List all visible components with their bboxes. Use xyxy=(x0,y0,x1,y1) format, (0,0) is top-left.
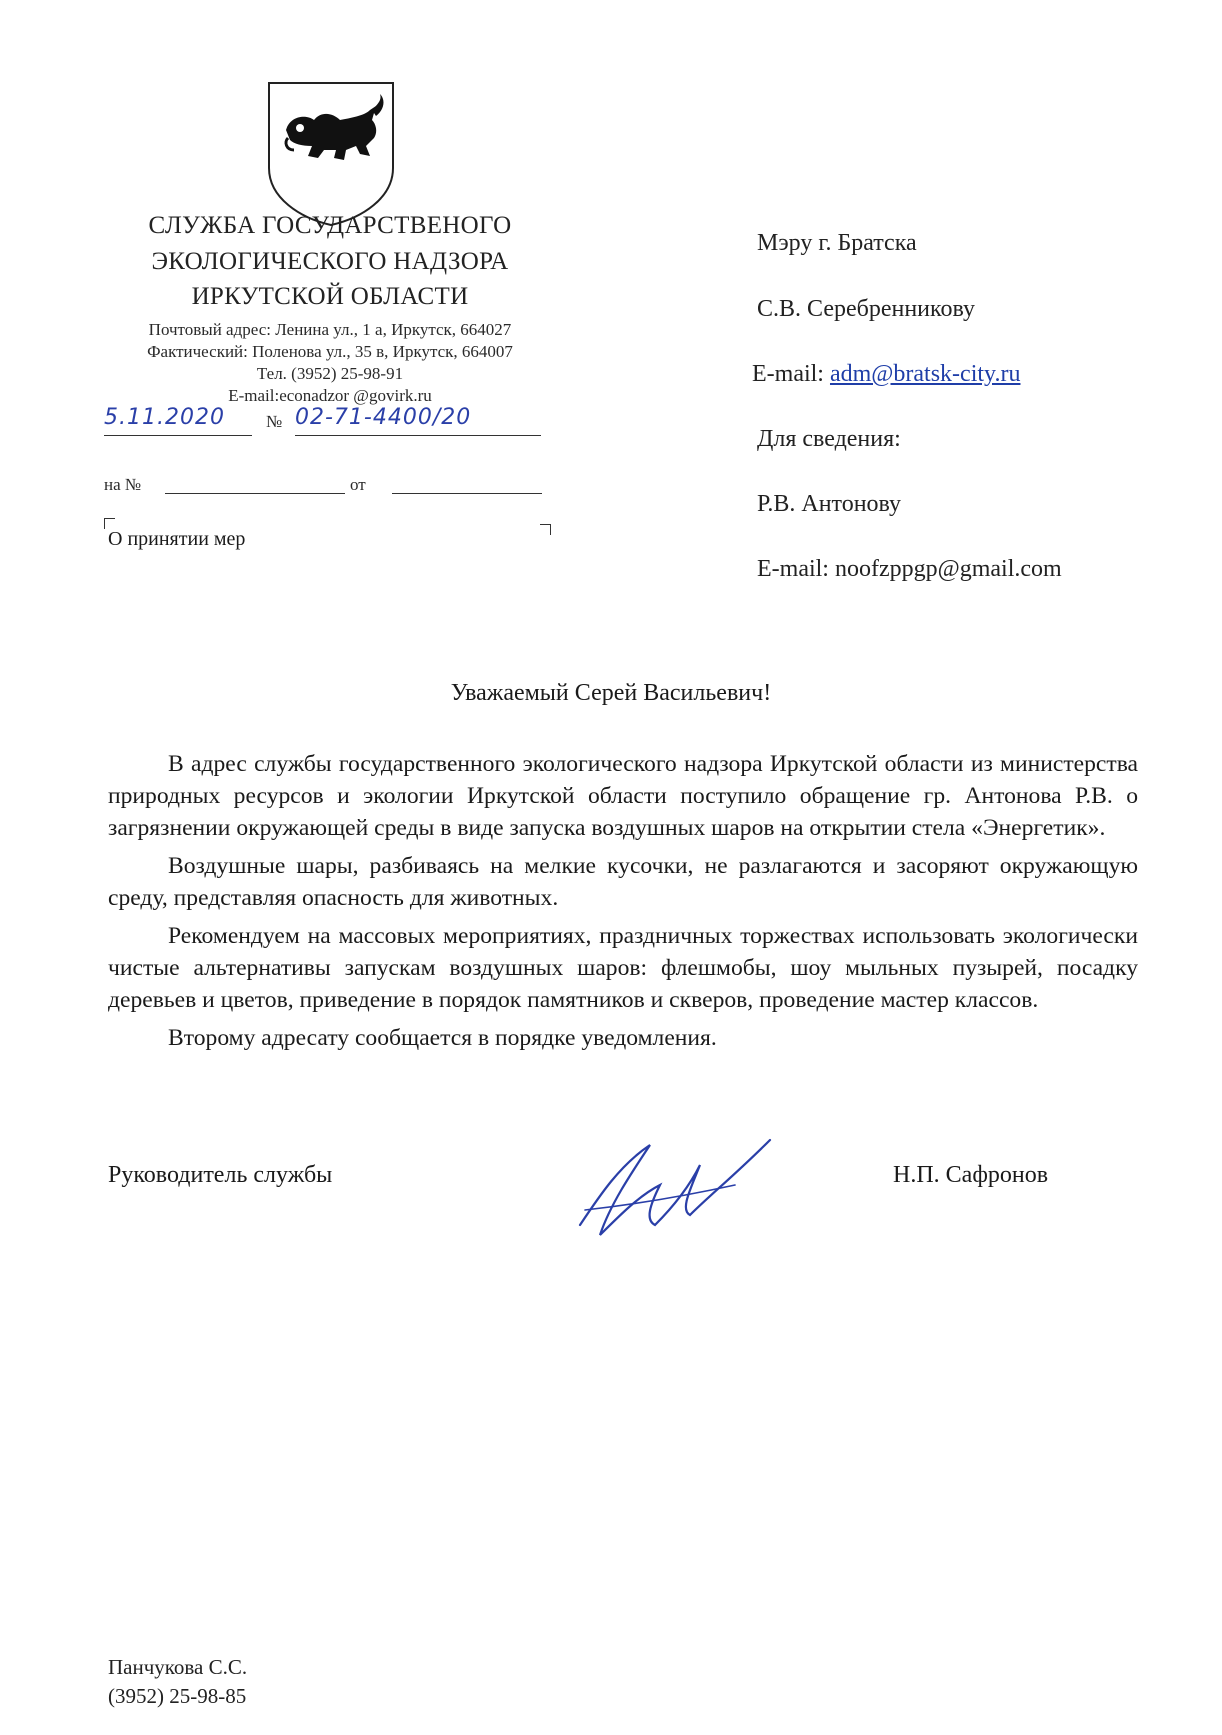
executor-name: Панчукова С.С. xyxy=(108,1655,248,1679)
doc-number: 02-71-4400/20 xyxy=(295,405,541,436)
body-paragraph-2: Воздушные шары, разбиваясь на мелкие кусочки, не разлагаются и засоряют окружающую среду, представляя опасность для животных. xyxy=(108,853,1138,911)
subject-corner-right xyxy=(540,524,551,535)
signer-position: Руководитель службы xyxy=(108,1162,333,1188)
doc-date: 5.11.2020 xyxy=(104,405,252,436)
ref-number-blank xyxy=(165,493,345,494)
letter-subject: О принятии мер xyxy=(108,528,246,550)
recipient-email-row xyxy=(752,361,1020,388)
body-paragraph-3: Рекомендуем на массовых мероприятиях, праздничных торжествах использовать экологически чистые альтернативы запускам воздушных шаров: флешмобы, шоу мыльных пузырей, посадку деревьев и цветов, приведение в порядок памятников и скверов, проведение мастер классов. xyxy=(108,923,1138,1013)
recipient-email-label: E-mail: xyxy=(752,361,830,387)
body-paragraph-4: Второму адресату сообщается в порядке уведомления. xyxy=(168,1025,717,1051)
ref-date-blank xyxy=(392,493,542,494)
org-email: E-mail:econadzor @govirk.ru xyxy=(228,386,432,405)
salutation: Уважаемый Серей Васильевич! xyxy=(450,680,772,706)
body-paragraph-1: В адрес службы государственного экологического надзора Иркутской области из министерства природных ресурсов и экологии Иркутской области поступило обращение гр. Антонова Р.В. о загрязнении окружающей среды в виде запуска воздушных шаров на открытии стела «Энергетик». xyxy=(108,751,1138,841)
coat-of-arms-icon xyxy=(266,80,396,228)
executor-phone: (3952) 25-98-85 xyxy=(108,1684,247,1708)
cc-name: Р.В. Антонову xyxy=(757,491,902,517)
org-name-line-1: СЛУЖБА ГОСУДАРСТВЕНОГО xyxy=(148,212,512,239)
recipient-email-link[interactable]: adm@bratsk-city.ru xyxy=(829,361,1021,387)
signer-name: Н.П. Сафронов xyxy=(893,1162,1049,1188)
postal-address: Почтовый адрес: Ленина ул., 1 а, Иркутск, 664027 xyxy=(148,320,512,339)
org-phone: Тел. (3952) 25-98-91 xyxy=(256,364,404,383)
ref-from-label: от xyxy=(350,475,366,494)
org-name-line-2: ЭКОЛОГИЧЕСКОГО НАДЗОРА xyxy=(151,248,509,275)
recipient-name: С.В. Серебренникову xyxy=(757,296,975,322)
actual-address: Фактический: Поленова ул., 35 в, Иркутск, 664007 xyxy=(147,342,513,361)
doc-number-label: № xyxy=(266,412,283,431)
cc-label: Для сведения: xyxy=(757,426,901,452)
handwritten-signature-icon xyxy=(560,1125,800,1245)
recipient-title: Мэру г. Братска xyxy=(757,230,917,256)
letter-body xyxy=(108,748,1138,1054)
ref-number-label: на № xyxy=(104,475,142,494)
cc-email: E-mail: noofzppgp@gmail.com xyxy=(757,556,1062,582)
org-name-line-3: ИРКУТСКОЙ ОБЛАСТИ xyxy=(191,283,469,310)
